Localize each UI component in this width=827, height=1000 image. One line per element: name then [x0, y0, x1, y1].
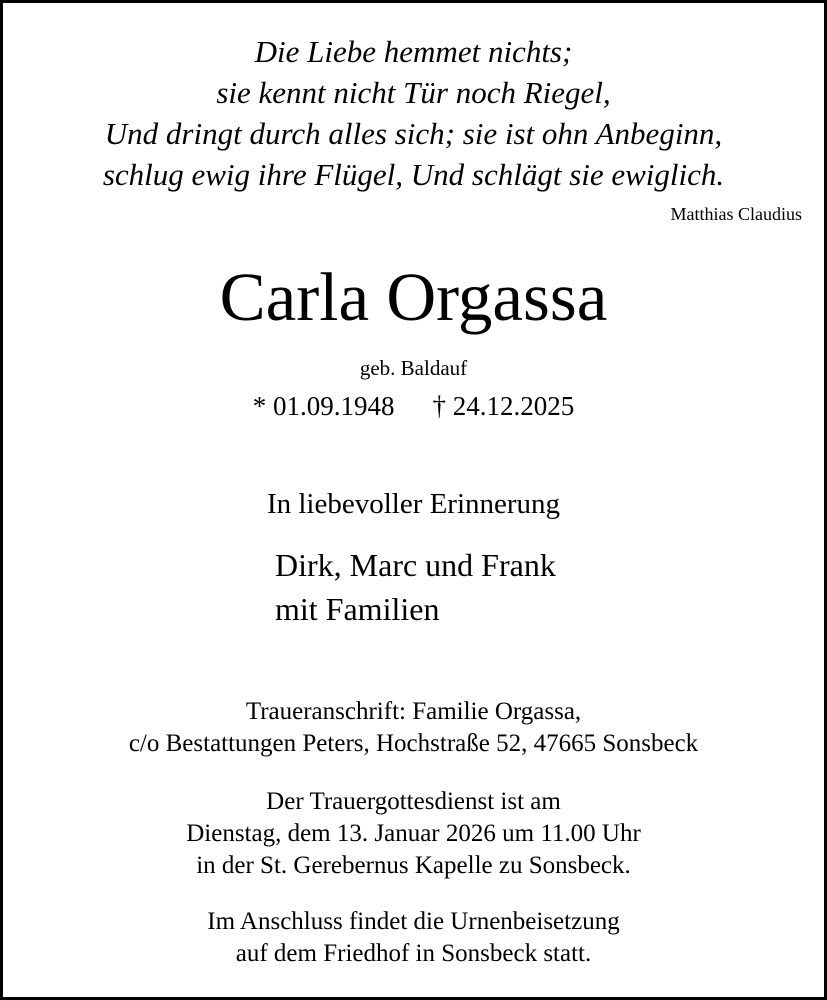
poem-line: schlug ewig ihre Flügel, Und schlägt sie ewiglich. — [102, 157, 725, 192]
poem-author: Matthias Claudius — [670, 204, 802, 224]
service-line: Dienstag, dem 13. Januar 2026 um 11.00 Uhr — [186, 820, 641, 847]
bereaved-family — [275, 543, 556, 631]
poem-line: Und dringt durch alles sich; sie ist ohn Anbeginn, — [104, 116, 723, 151]
poem-line: Die Liebe hemmet nichts; — [254, 34, 573, 69]
maiden-name: geb. Baldauf — [359, 356, 468, 380]
life-dates — [3, 391, 824, 422]
family-line: Dirk, Marc und Frank — [275, 547, 556, 583]
family-line: mit Familien — [275, 591, 440, 627]
service-line: in der St. Gerebernus Kapelle zu Sonsbeck. — [196, 852, 631, 879]
poem — [3, 31, 824, 195]
urn-burial-info — [3, 906, 824, 970]
service-line: Der Trauergottesdienst ist am — [266, 788, 561, 815]
burial-line: Im Anschluss findet die Urnenbeisetzung — [207, 908, 620, 935]
address-line: Traueranschrift: Familie Orgassa, — [245, 698, 582, 725]
birth-date: * 01.09.1948 — [252, 391, 395, 421]
burial-line: auf dem Friedhof in Sonsbeck statt. — [235, 940, 592, 967]
deceased-name: Carla Orgassa — [219, 259, 608, 335]
poem-line: sie kennt nicht Tür noch Riegel, — [216, 75, 611, 110]
mourning-address — [3, 696, 824, 760]
address-line: c/o Bestattungen Peters, Hochstraße 52, 47665 Sonsbeck — [128, 730, 699, 757]
memorial-phrase: In liebevoller Erinnerung — [266, 488, 561, 520]
funeral-service-info — [3, 786, 824, 882]
death-date: † 24.12.2025 — [432, 391, 575, 421]
